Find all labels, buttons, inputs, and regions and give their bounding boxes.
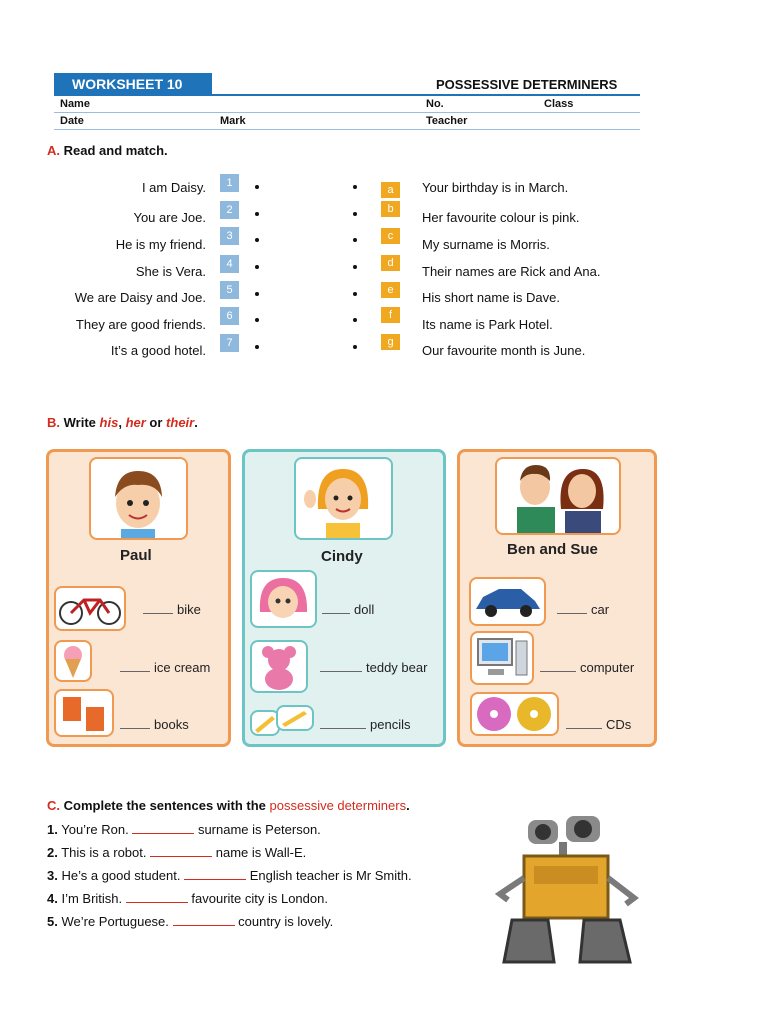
pencils-picture-2 — [276, 705, 314, 731]
match-number-3: 3 — [220, 227, 239, 245]
match-left-7: It’s a good hotel. — [110, 343, 206, 358]
item-ice-cream — [120, 659, 210, 675]
sentence-3-blank[interactable] — [184, 867, 246, 880]
teacher-label: Teacher — [426, 115, 468, 127]
doll-icon — [252, 572, 315, 626]
car-picture — [469, 577, 546, 626]
answer-blank-bike[interactable] — [143, 601, 173, 614]
sentence-1-number: 1. — [47, 822, 58, 837]
match-letter-d: d — [381, 255, 400, 271]
match-dot-left-6[interactable] — [255, 318, 259, 322]
item-cds-label: CDs — [606, 717, 632, 732]
match-left-1: I am Daisy. — [141, 180, 206, 195]
item-car-label: car — [591, 602, 610, 617]
match-dot-right-d[interactable] — [353, 265, 357, 269]
sentence-5 — [47, 913, 333, 929]
cindy-portrait — [294, 457, 393, 540]
match-letter-e: e — [381, 282, 400, 298]
match-right-g: Our favourite month is June. — [422, 343, 586, 358]
section-b-instruction: Write — [63, 415, 96, 430]
item-computer — [540, 659, 634, 675]
mark-label: Mark — [220, 115, 246, 127]
pencil-icon — [278, 707, 312, 729]
bike-icon — [56, 588, 124, 629]
section-c-letter: C. — [47, 798, 60, 813]
teddy-bear-icon — [252, 642, 306, 691]
section-b-title — [47, 415, 198, 430]
sentence-1-start: You’re Ron. — [61, 822, 129, 837]
match-left-5: We are Daisy and Joe. — [74, 290, 206, 305]
bike-picture — [54, 586, 126, 631]
item-books — [120, 716, 189, 732]
match-number-4: 4 — [220, 255, 239, 273]
sentence-3-start: He’s a good student. — [61, 868, 181, 883]
section-b-letter: B. — [47, 415, 60, 430]
sentence-5-number: 5. — [47, 914, 58, 929]
sentence-2-start: This is a robot. — [61, 845, 147, 860]
couple-icon — [497, 459, 619, 533]
doll-picture — [250, 570, 317, 628]
cd-icon — [472, 694, 557, 734]
option-their: their — [166, 415, 195, 430]
section-c-title — [47, 798, 410, 813]
item-cds — [566, 716, 631, 732]
option-or: or — [149, 415, 163, 430]
match-number-2: 2 — [220, 201, 239, 219]
answer-blank-ice-cream[interactable] — [120, 659, 150, 672]
ben-and-sue-portrait — [495, 457, 621, 535]
header-rule — [54, 94, 640, 96]
option-separator: , — [118, 415, 122, 430]
girl-face-icon — [296, 459, 391, 538]
match-dot-left-3[interactable] — [255, 238, 259, 242]
sentence-4-end: favourite city is London. — [191, 891, 328, 906]
match-dot-left-5[interactable] — [255, 292, 259, 296]
sentence-1 — [47, 821, 321, 837]
match-left-4: She is Vera. — [135, 264, 206, 279]
item-computer-label: computer — [580, 660, 635, 675]
worksheet-topic: POSSESSIVE DETERMINERS — [436, 77, 618, 92]
item-bike — [143, 601, 201, 617]
match-letter-g: g — [381, 334, 400, 350]
sentence-3-number: 3. — [47, 868, 58, 883]
item-bike-label: bike — [177, 602, 201, 617]
answer-blank-books[interactable] — [120, 716, 150, 729]
sentence-2-number: 2. — [47, 845, 58, 860]
sentence-1-blank[interactable] — [132, 821, 194, 834]
item-pencils — [320, 716, 410, 732]
number-label: No. — [426, 98, 444, 110]
section-b-period: . — [194, 415, 198, 430]
section-c-instruction: Complete the sentences with the — [63, 798, 266, 813]
match-right-b: Her favourite colour is pink. — [422, 210, 580, 225]
sentence-5-end: country is lovely. — [238, 914, 334, 929]
card-ben-and-sue-name: Ben and Sue — [507, 541, 598, 558]
match-left-6: They are good friends. — [75, 317, 206, 332]
robot-icon — [484, 802, 656, 972]
sentence-4 — [47, 890, 328, 906]
section-c-period: . — [406, 798, 410, 813]
item-ice-cream-label: ice cream — [154, 660, 211, 675]
match-left-2: You are Joe. — [133, 210, 206, 225]
match-number-6: 6 — [220, 307, 239, 325]
match-dot-right-c[interactable] — [353, 238, 357, 242]
match-dot-left-7[interactable] — [255, 345, 259, 349]
section-c-highlight: possessive determiners — [269, 798, 407, 813]
sentence-2 — [47, 844, 306, 860]
item-teddy-bear — [320, 659, 427, 675]
icecream-picture — [54, 640, 92, 682]
match-right-a: Your birthday is in March. — [422, 180, 569, 195]
sentence-1-end: surname is Peterson. — [197, 822, 321, 837]
answer-blank-teddy-bear[interactable] — [320, 659, 362, 672]
match-number-7: 7 — [220, 334, 239, 352]
section-a-instruction: Read and match. — [63, 143, 168, 158]
section-a-title — [47, 143, 168, 158]
sentence-4-start: I’m British. — [61, 891, 123, 906]
header-rule-2 — [54, 129, 640, 130]
match-left-3: He is my friend. — [115, 237, 206, 252]
robot-illustration — [484, 802, 656, 972]
match-dot-left-1[interactable] — [255, 185, 259, 189]
sentence-3-end: English teacher is Mr Smith. — [249, 868, 412, 883]
match-right-e: His short name is Dave. — [422, 290, 560, 305]
sentence-4-number: 4. — [47, 891, 58, 906]
item-pencils-label: pencils — [370, 717, 411, 732]
match-dot-left-4[interactable] — [255, 265, 259, 269]
match-number-1: 1 — [220, 174, 239, 192]
match-number-5: 5 — [220, 281, 239, 299]
match-letter-c: c — [381, 228, 400, 244]
item-doll — [322, 601, 374, 617]
pencil-icon — [252, 712, 278, 734]
item-books-label: books — [154, 717, 189, 732]
name-label: Name — [60, 98, 90, 110]
match-right-c: My surname is Morris. — [422, 237, 550, 252]
section-a-letter: A. — [47, 143, 60, 158]
answer-blank-car[interactable] — [557, 601, 587, 614]
sentence-2-blank[interactable] — [150, 844, 212, 857]
date-label: Date — [60, 115, 84, 127]
books-icon — [56, 691, 112, 735]
match-dot-right-e[interactable] — [353, 292, 357, 296]
computer-picture — [470, 631, 534, 685]
match-letter-f: f — [381, 307, 400, 323]
match-dot-right-f[interactable] — [353, 318, 357, 322]
match-dot-right-g[interactable] — [353, 345, 357, 349]
match-right-f: Its name is Park Hotel. — [422, 317, 553, 332]
sentence-5-start: We’re Portuguese. — [61, 914, 169, 929]
match-dot-left-2[interactable] — [255, 212, 259, 216]
answer-blank-cds[interactable] — [566, 716, 602, 729]
teddy-bear-picture — [250, 640, 308, 693]
match-letter-b: b — [381, 201, 400, 217]
card-cindy-name: Cindy — [321, 548, 363, 565]
item-car — [557, 601, 609, 617]
card-paul-name: Paul — [120, 547, 152, 564]
ice-cream-icon — [56, 642, 90, 680]
sentence-3 — [47, 867, 412, 883]
cds-picture — [470, 692, 559, 736]
answer-blank-doll[interactable] — [322, 601, 350, 614]
sentence-5-blank[interactable] — [173, 913, 235, 926]
option-her: her — [125, 415, 146, 430]
answer-blank-computer[interactable] — [540, 659, 576, 672]
option-his: his — [99, 415, 119, 430]
header-rule-1 — [54, 112, 640, 113]
class-label: Class — [544, 98, 574, 110]
boy-face-icon — [91, 459, 186, 538]
books-picture — [54, 689, 114, 737]
worksheet-tab: WORKSHEET 10 — [54, 73, 212, 95]
item-doll-label: doll — [354, 602, 375, 617]
computer-icon — [472, 633, 532, 683]
match-dot-right-a[interactable] — [353, 185, 357, 189]
match-right-d: Their names are Rick and Ana. — [422, 264, 601, 279]
match-letter-a: a — [381, 182, 400, 198]
answer-blank-pencils[interactable] — [320, 716, 366, 729]
car-icon — [471, 579, 544, 624]
sentence-2-end: name is Wall-E. — [215, 845, 307, 860]
sentence-4-blank[interactable] — [126, 890, 188, 903]
match-dot-right-b[interactable] — [353, 212, 357, 216]
paul-portrait — [89, 457, 188, 540]
item-teddy-bear-label: teddy bear — [366, 660, 428, 675]
